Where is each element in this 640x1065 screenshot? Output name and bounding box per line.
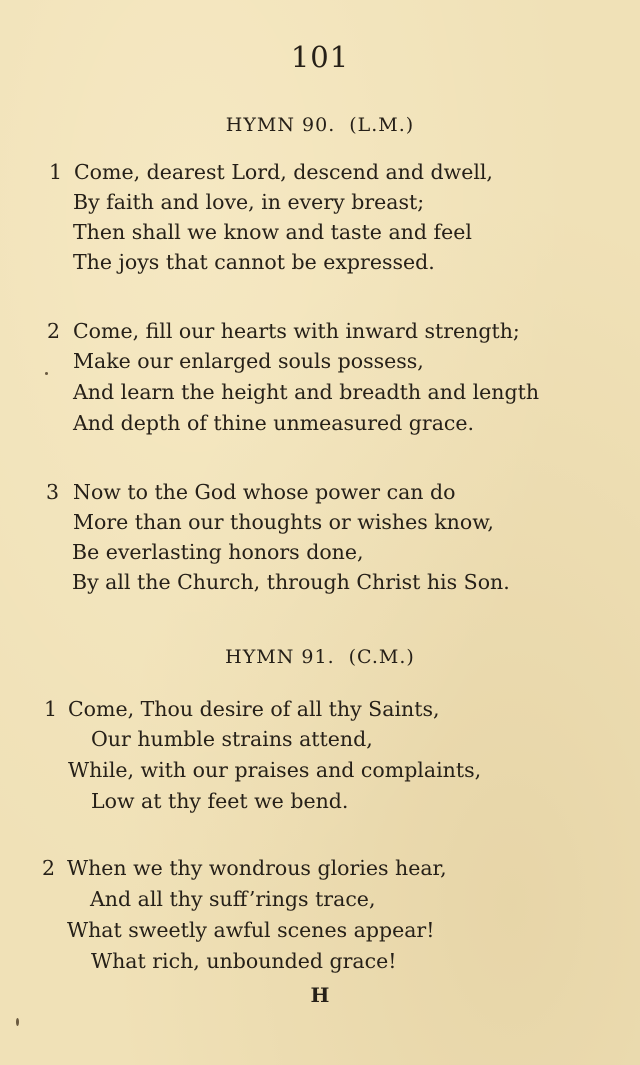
hymn-meter: (C.M.) bbox=[348, 646, 415, 668]
stanza-line: The joys that cannot be expressed. bbox=[73, 250, 435, 274]
stanza-line: Low at thy feet we bend. bbox=[91, 789, 349, 813]
hymn-91-title bbox=[0, 646, 640, 668]
stanza-line: Be everlasting honors done, bbox=[72, 540, 364, 564]
hymn-meter: (L.M.) bbox=[349, 114, 415, 136]
stanza-number: 2 bbox=[47, 319, 61, 343]
paper-speck bbox=[45, 372, 48, 375]
paper-speck bbox=[16, 1018, 19, 1026]
stanza-line: What sweetly awful scenes appear! bbox=[67, 918, 435, 942]
stanza-number: 2 bbox=[42, 856, 56, 880]
stanza-line: And all thy suff’rings trace, bbox=[90, 887, 376, 911]
hymn-90-title bbox=[0, 114, 640, 136]
stanza-line: By faith and love, in every breast; bbox=[73, 190, 425, 214]
stanza-line: Make our enlarged souls possess, bbox=[73, 349, 424, 373]
stanza-line: Our humble strains attend, bbox=[91, 727, 373, 751]
stanza-line: More than our thoughts or wishes know, bbox=[73, 510, 494, 534]
stanza-line: Come, dearest Lord, descend and dwell, bbox=[74, 160, 493, 184]
stanza-line: And depth of thine unmeasured grace. bbox=[73, 411, 475, 435]
page-number: 101 bbox=[290, 40, 350, 74]
printer-signature-mark: H bbox=[310, 983, 330, 1007]
stanza-line: What rich, unbounded grace! bbox=[91, 949, 397, 973]
stanza-line: When we thy wondrous glories hear, bbox=[67, 856, 447, 880]
stanza-line: Come, fill our hearts with inward strength; bbox=[73, 319, 520, 343]
stanza-number: 3 bbox=[46, 480, 60, 504]
hymn-title-text: HYMN 91. bbox=[225, 646, 335, 668]
stanza-line: While, with our praises and complaints, bbox=[68, 758, 482, 782]
hymn-title-text: HYMN 90. bbox=[225, 114, 336, 136]
stanza-line: And learn the height and breadth and length bbox=[73, 380, 540, 404]
stanza-number: 1 bbox=[44, 697, 58, 721]
stanza-number: 1 bbox=[49, 160, 63, 184]
stanza-line: Now to the God whose power can do bbox=[73, 480, 456, 504]
stanza-line: Then shall we know and taste and feel bbox=[73, 220, 472, 244]
stanza-line: By all the Church, through Christ his Son. bbox=[72, 570, 510, 594]
stanza-line: Come, Thou desire of all thy Saints, bbox=[68, 697, 440, 721]
